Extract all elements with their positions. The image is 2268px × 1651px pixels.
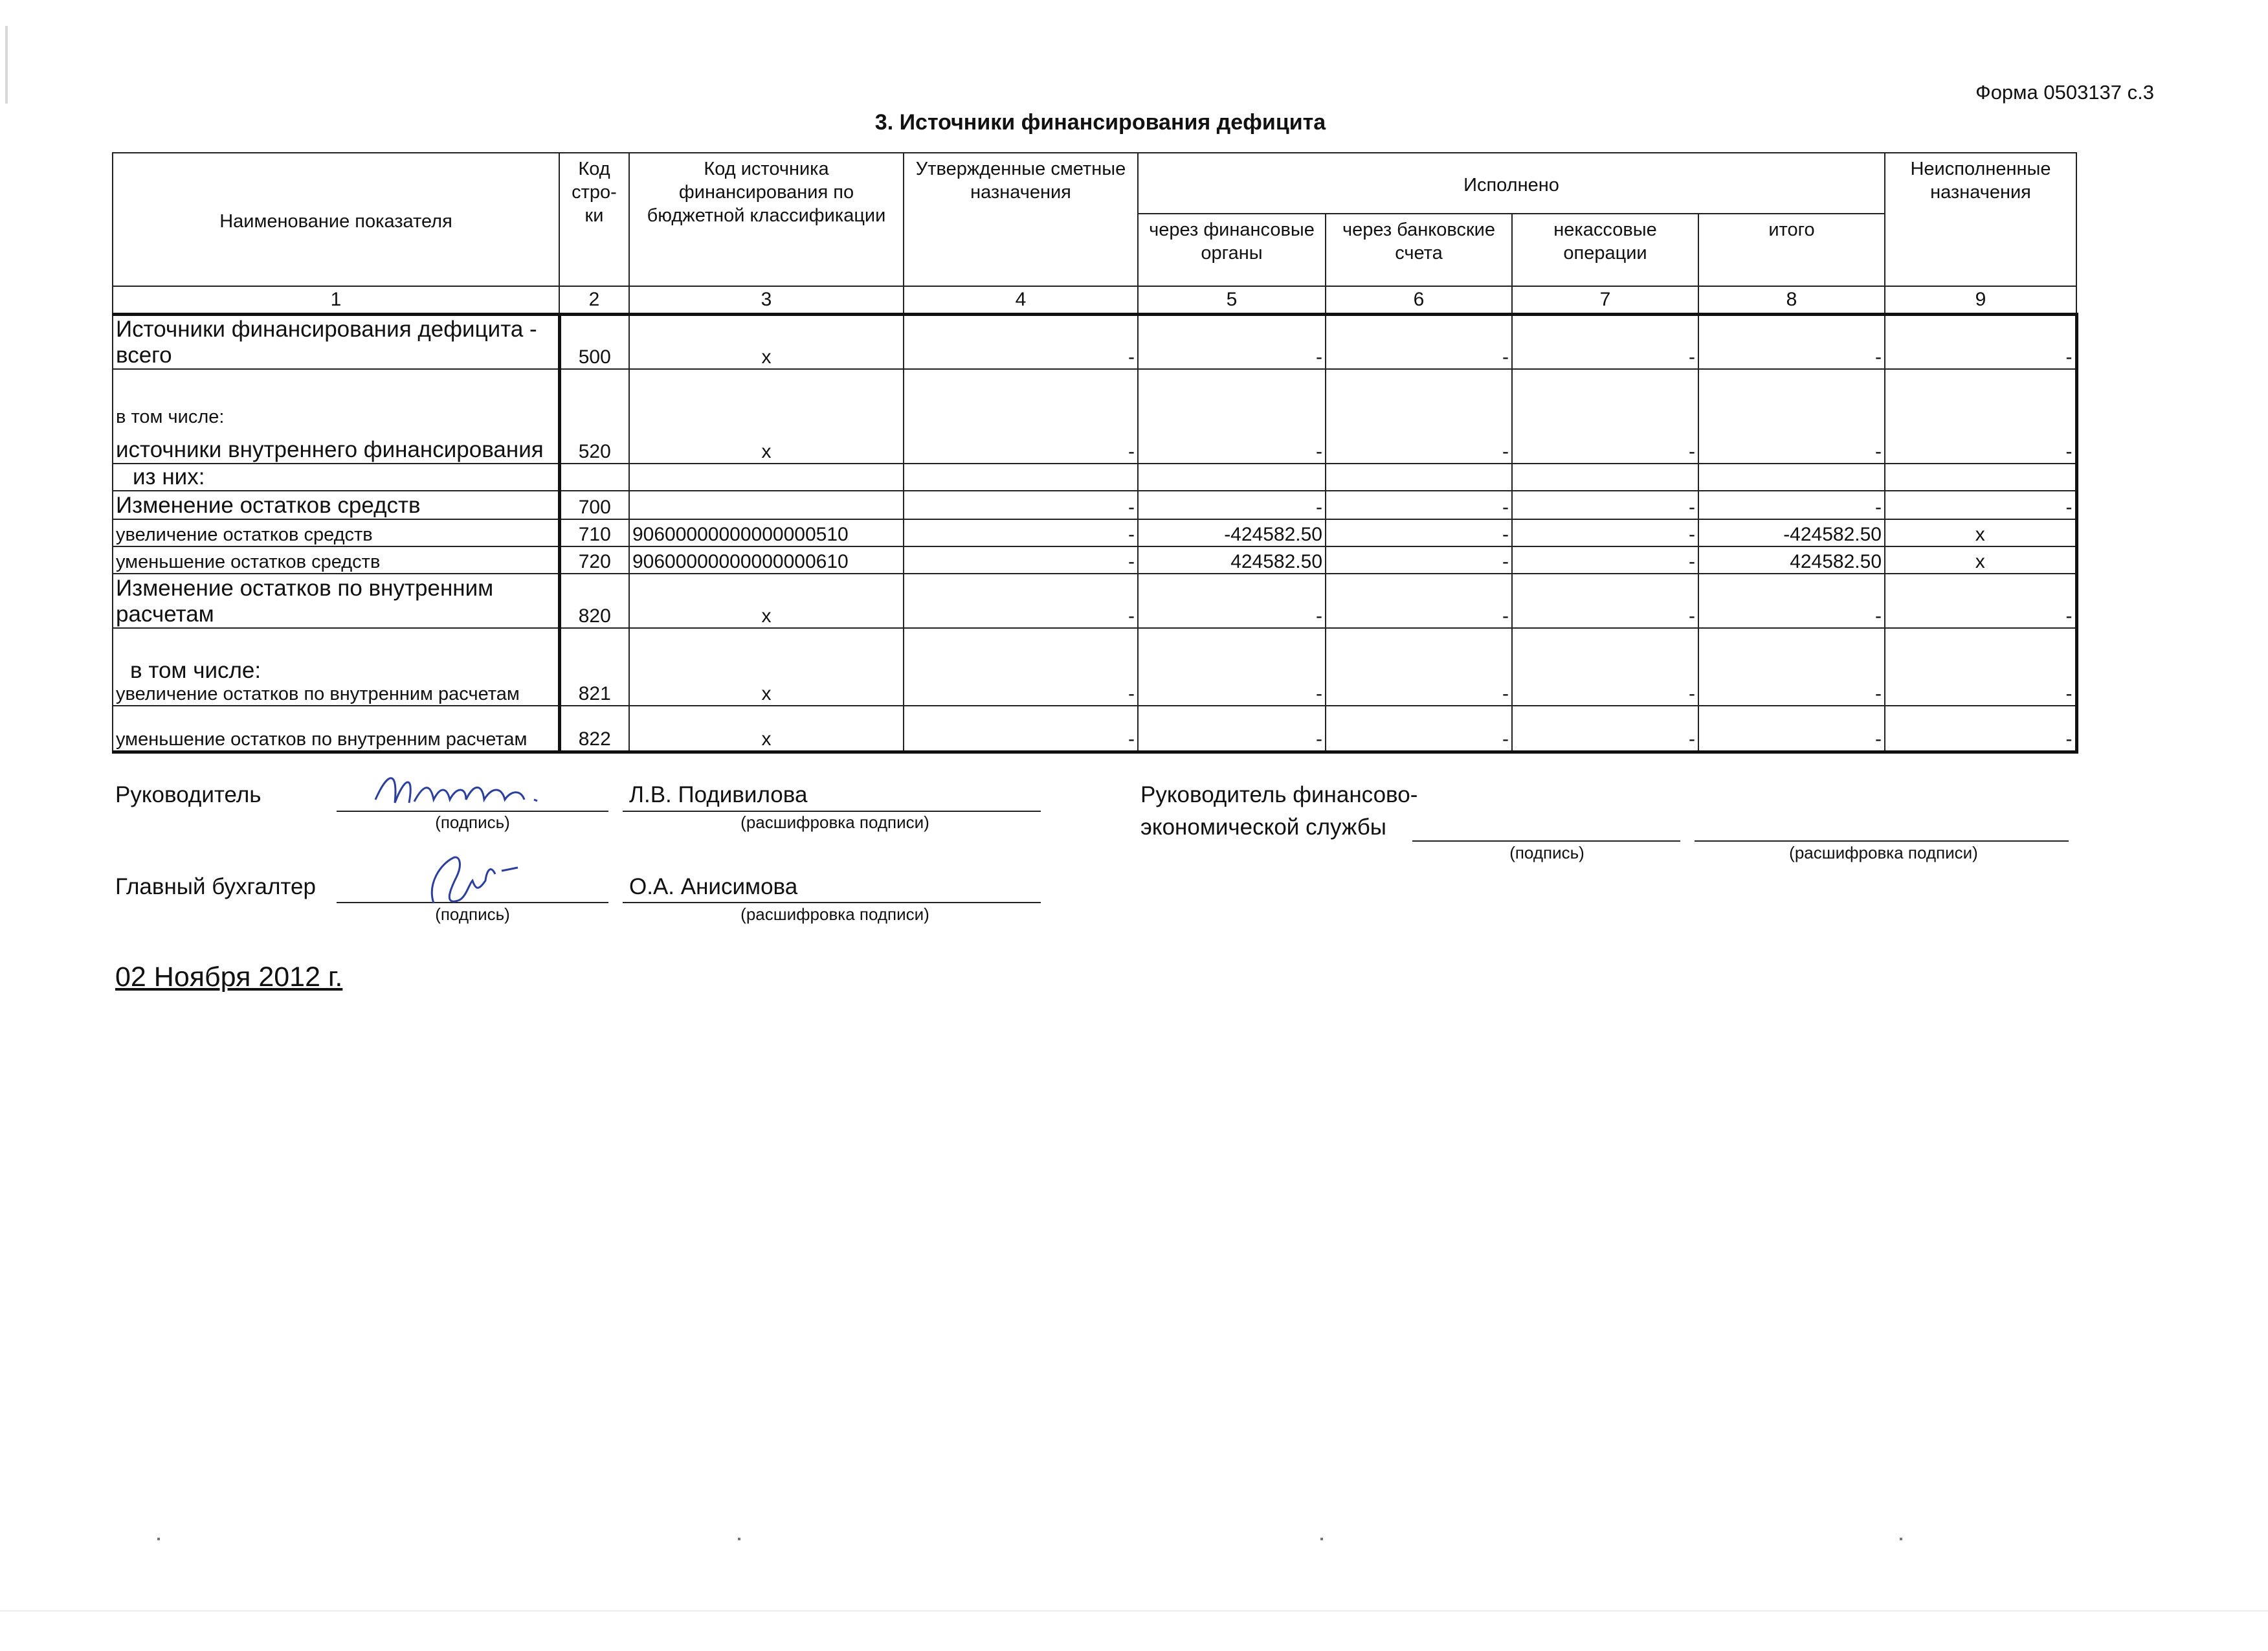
header-exec-fin: через финансовые органы: [1138, 214, 1326, 286]
row-unexecuted: -: [1885, 574, 2076, 628]
table-row: [113, 464, 2076, 491]
row-name: увеличение остатков средств: [113, 519, 559, 546]
row-code: [559, 464, 629, 491]
row-code: 820: [559, 574, 629, 628]
header-approved: Утвержденные сметные назначения: [904, 153, 1138, 286]
row-unexecuted: [1885, 464, 2076, 491]
finance-head-signature-line: [1412, 840, 1680, 842]
row-name-block: [113, 369, 559, 464]
chief-accountant-decoding-caption: (расшифровка подписи): [740, 904, 929, 924]
chief-accountant-label: Главный бухгалтер: [115, 874, 316, 899]
finance-head-label-1: Руководитель финансово-: [1140, 782, 1418, 807]
row-exec-bank: -: [1326, 706, 1512, 752]
row-name-block: [113, 628, 559, 706]
row-exec-total: -: [1698, 574, 1885, 628]
header-exec-bank: через банковские счета: [1326, 214, 1512, 286]
row-code: 822: [559, 706, 629, 752]
row-name: источники внутреннего финансирования: [116, 436, 544, 462]
head-decoding-caption: (расшифровка подписи): [740, 813, 929, 832]
row-unexecuted: -: [1885, 369, 2076, 464]
row-exec-fin: -: [1138, 628, 1326, 706]
row-exec-fin: -: [1138, 706, 1326, 752]
row-approved: [904, 464, 1138, 491]
row-exec-fin: -: [1138, 315, 1326, 369]
row-exec-noncash: -: [1512, 315, 1698, 369]
row-source-code: [629, 464, 904, 491]
row-code: 710: [559, 519, 629, 546]
col-number: 8: [1698, 286, 1885, 315]
row-approved: -: [904, 628, 1138, 706]
header-unexecuted: Неисполненные назначения: [1885, 153, 2076, 286]
head-name: Л.В. Подивилова: [629, 782, 808, 807]
row-unexecuted: x: [1885, 519, 2076, 546]
col-number: 1: [113, 286, 559, 315]
row-code: 520: [559, 369, 629, 464]
col-number: 5: [1138, 286, 1326, 315]
row-source-code: x: [629, 574, 904, 628]
row-approved: -: [904, 315, 1138, 369]
row-exec-total: -: [1698, 315, 1885, 369]
table-row: [113, 369, 2076, 464]
header-exec-noncash: некассовые операции: [1512, 214, 1698, 286]
row-code: 500: [559, 315, 629, 369]
head-label: Руководитель: [115, 782, 261, 807]
row-exec-fin: -424582.50: [1138, 519, 1326, 546]
row-name: из них:: [113, 464, 559, 491]
header-executed: Исполнено: [1138, 153, 1885, 214]
row-source-code: 90600000000000000510: [629, 519, 904, 546]
row-approved: -: [904, 706, 1138, 752]
col-number: 6: [1326, 286, 1512, 315]
header-exec-total: итого: [1698, 214, 1885, 286]
row-name: уменьшение остатков средств: [113, 546, 559, 574]
row-source-code: [629, 491, 904, 519]
row-unexecuted: -: [1885, 491, 2076, 519]
head-handwritten-signature: [369, 764, 576, 816]
form-number: Форма 0503137 с.3: [1975, 81, 2154, 104]
chief-accountant-name: О.А. Анисимова: [629, 874, 798, 899]
row-name-prefix: в том числе:: [116, 406, 225, 427]
row-exec-noncash: -: [1512, 546, 1698, 574]
row-source-code: x: [629, 315, 904, 369]
scan-dot: [738, 1538, 740, 1540]
row-approved: -: [904, 491, 1138, 519]
row-exec-noncash: -: [1512, 519, 1698, 546]
col-number: 3: [629, 286, 904, 315]
row-name: Изменение остатков средств: [113, 491, 559, 519]
row-exec-bank: -: [1326, 519, 1512, 546]
finance-head-name-line: [1695, 840, 2069, 842]
row-unexecuted: -: [1885, 315, 2076, 369]
row-exec-bank: -: [1326, 369, 1512, 464]
row-code: 821: [559, 628, 629, 706]
row-exec-total: -424582.50: [1698, 519, 1885, 546]
row-unexecuted: -: [1885, 706, 2076, 752]
row-exec-total: -: [1698, 706, 1885, 752]
chief-accountant-signature-caption: (подпись): [435, 904, 510, 924]
scan-edge-mark: [5, 26, 8, 104]
row-exec-bank: -: [1326, 546, 1512, 574]
row-exec-bank: -: [1326, 491, 1512, 519]
head-name-line: [623, 811, 1041, 812]
row-exec-noncash: [1512, 464, 1698, 491]
col-number: 9: [1885, 286, 2076, 315]
row-exec-bank: -: [1326, 628, 1512, 706]
row-exec-bank: -: [1326, 574, 1512, 628]
row-exec-noncash: -: [1512, 491, 1698, 519]
document-date: 02 Ноября 2012 г.: [115, 961, 343, 993]
header-row-1: [113, 153, 2076, 214]
row-name: увеличение остатков по внутренним расчетам: [116, 683, 520, 704]
row-exec-fin: 424582.50: [1138, 546, 1326, 574]
row-exec-total: -: [1698, 628, 1885, 706]
scan-dot: [1320, 1538, 1323, 1540]
row-source-code: x: [629, 628, 904, 706]
row-approved: -: [904, 369, 1138, 464]
table-row: [113, 706, 2076, 752]
col-number: 4: [904, 286, 1138, 315]
page-title: 3. Источники финансирования дефицита: [874, 110, 1326, 135]
column-number-row: [113, 286, 2076, 315]
row-exec-total: -: [1698, 369, 1885, 464]
row-name: Изменение остатков по внутренним расчетам: [113, 574, 559, 628]
row-exec-noncash: -: [1512, 706, 1698, 752]
col-number: 7: [1512, 286, 1698, 315]
row-unexecuted: -: [1885, 628, 2076, 706]
table-row: [113, 519, 2076, 546]
row-source-code: x: [629, 706, 904, 752]
row-exec-total: [1698, 464, 1885, 491]
row-exec-bank: [1326, 464, 1512, 491]
table-row: [113, 315, 2076, 369]
row-source-code: x: [629, 369, 904, 464]
finance-head-decoding-caption: (расшифровка подписи): [1789, 843, 1978, 862]
row-exec-total: -: [1698, 491, 1885, 519]
row-exec-fin: -: [1138, 369, 1326, 464]
row-approved: -: [904, 519, 1138, 546]
finance-head-signature-caption: (подпись): [1509, 843, 1584, 862]
table-row: [113, 574, 2076, 628]
header-name: Наименование показателя: [113, 153, 559, 286]
header-source-code: Код источника финансирования по бюджетной классификации: [629, 153, 904, 286]
row-name: уменьшение остатков по внутренним расчетам: [113, 706, 559, 752]
scan-artifact-line: [0, 1610, 2268, 1612]
row-exec-fin: [1138, 464, 1326, 491]
chief-accountant-name-line: [623, 902, 1041, 903]
head-signature-caption: (подпись): [435, 813, 510, 832]
row-exec-total: 424582.50: [1698, 546, 1885, 574]
row-name: Источники финансирования дефицита - всего: [113, 315, 559, 369]
table-row: [113, 546, 2076, 574]
row-exec-bank: -: [1326, 315, 1512, 369]
row-exec-fin: -: [1138, 574, 1326, 628]
table-row: [113, 628, 2076, 706]
scan-dot: [157, 1538, 160, 1540]
finance-head-label-2: экономической службы: [1140, 814, 1386, 840]
financing-sources-table: [112, 152, 2078, 754]
table-row: [113, 491, 2076, 519]
scan-dot: [1900, 1538, 1902, 1540]
row-approved: -: [904, 574, 1138, 628]
row-code: 700: [559, 491, 629, 519]
row-unexecuted: x: [1885, 546, 2076, 574]
row-exec-noncash: -: [1512, 574, 1698, 628]
col-number: 2: [559, 286, 629, 315]
row-exec-noncash: -: [1512, 369, 1698, 464]
header-line-code: Код стро- ки: [559, 153, 629, 286]
row-name-prefix: в том числе:: [130, 657, 261, 683]
row-source-code: 90600000000000000610: [629, 546, 904, 574]
row-exec-noncash: -: [1512, 628, 1698, 706]
row-code: 720: [559, 546, 629, 574]
row-approved: -: [904, 546, 1138, 574]
row-exec-fin: -: [1138, 491, 1326, 519]
